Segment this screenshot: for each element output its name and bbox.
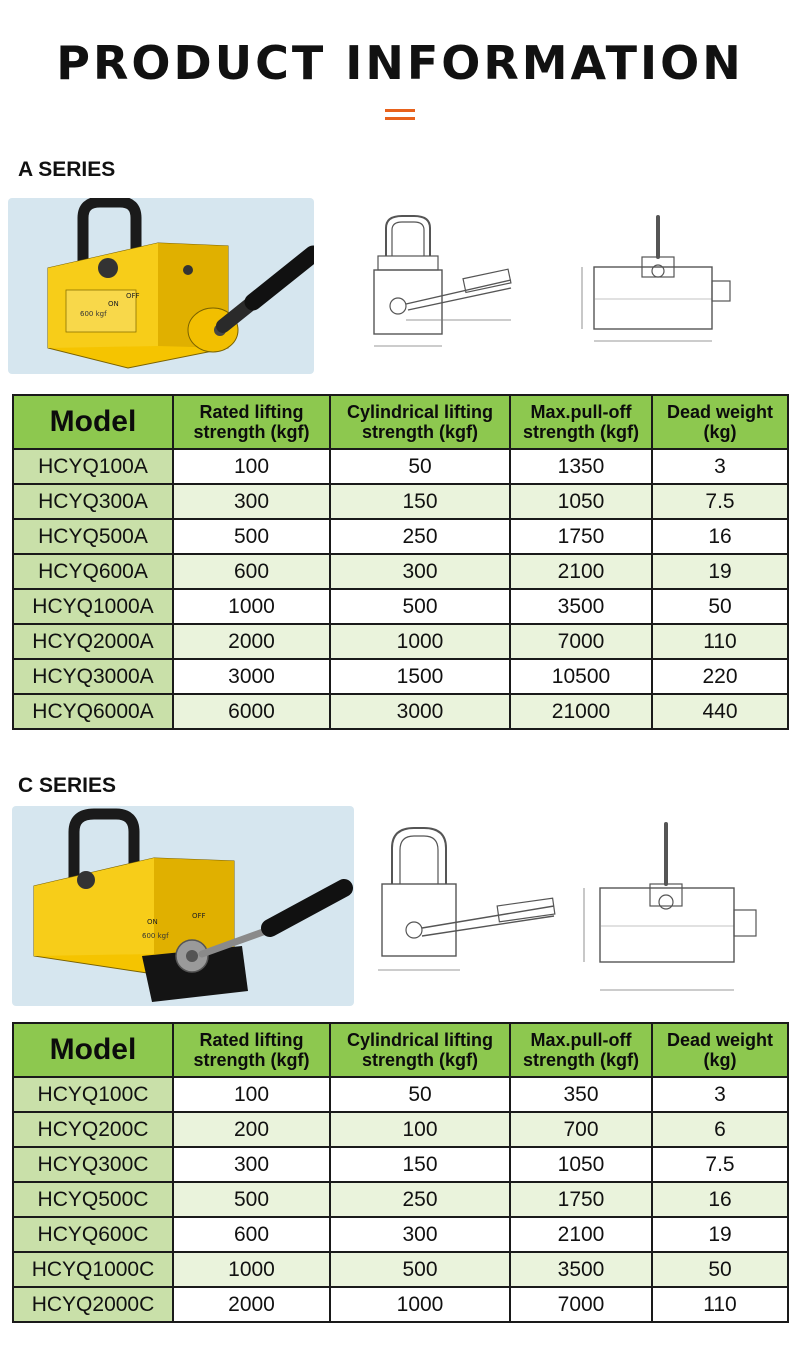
header-dead-weight: Dead weight (kg)	[652, 1023, 788, 1077]
header-rated-lifting: Rated lifting strength (kgf)	[173, 395, 330, 449]
cell-model: HCYQ100A	[13, 449, 173, 484]
cell-model: HCYQ1000A	[13, 589, 173, 624]
cell-pulloff: 3500	[510, 589, 652, 624]
series-c-side-drawing	[572, 822, 772, 1002]
cell-rated: 600	[173, 554, 330, 589]
series-a-spec-table	[12, 394, 789, 730]
series-c-title: C SERIES	[18, 774, 117, 797]
cell-cylindrical: 250	[330, 1182, 510, 1217]
table-row	[13, 1217, 788, 1252]
cell-model: HCYQ500A	[13, 519, 173, 554]
cell-pulloff: 2100	[510, 1217, 652, 1252]
cell-pulloff: 350	[510, 1077, 652, 1112]
cell-cylindrical: 300	[330, 1217, 510, 1252]
cell-weight: 7.5	[652, 1147, 788, 1182]
cell-weight: 19	[652, 1217, 788, 1252]
table-row	[13, 624, 788, 659]
cell-cylindrical: 100	[330, 1112, 510, 1147]
table-row	[13, 1287, 788, 1322]
header-rated-lifting: Rated lifting strength (kgf)	[173, 1023, 330, 1077]
header-dead-weight: Dead weight (kg)	[652, 395, 788, 449]
cell-rated: 200	[173, 1112, 330, 1147]
table-row	[13, 694, 788, 729]
cell-model: HCYQ600A	[13, 554, 173, 589]
table-row	[13, 659, 788, 694]
cell-model: HCYQ600C	[13, 1217, 173, 1252]
header-max-pull-off: Max.pull-off strength (kgf)	[510, 395, 652, 449]
series-c-product-photo	[12, 806, 354, 1006]
cell-rated: 3000	[173, 659, 330, 694]
header-cylindrical-lifting: Cylindrical lifting strength (kgf)	[330, 395, 510, 449]
series-c-on-label: ON	[147, 918, 158, 926]
table-row	[13, 1147, 788, 1182]
table-row	[13, 1112, 788, 1147]
cell-weight: 3	[652, 1077, 788, 1112]
cell-model: HCYQ200C	[13, 1112, 173, 1147]
cell-rated: 1000	[173, 1252, 330, 1287]
header-model: Model	[13, 395, 173, 449]
cell-model: HCYQ100C	[13, 1077, 173, 1112]
cell-weight: 440	[652, 694, 788, 729]
cell-cylindrical: 1000	[330, 1287, 510, 1322]
cell-rated: 500	[173, 519, 330, 554]
series-c-off-label: OFF	[192, 912, 206, 920]
series-a-side-drawing	[570, 215, 760, 355]
cell-rated: 300	[173, 1147, 330, 1182]
cell-pulloff: 1050	[510, 484, 652, 519]
table-row	[13, 1182, 788, 1217]
cell-pulloff: 7000	[510, 624, 652, 659]
cell-cylindrical: 500	[330, 589, 510, 624]
cell-pulloff: 3500	[510, 1252, 652, 1287]
cell-rated: 6000	[173, 694, 330, 729]
table-row	[13, 589, 788, 624]
cell-pulloff: 1050	[510, 1147, 652, 1182]
cell-cylindrical: 250	[330, 519, 510, 554]
cell-model: HCYQ1000C	[13, 1252, 173, 1287]
title-accent-line	[385, 109, 415, 112]
series-a-photo-label: 600 kgf	[80, 310, 107, 318]
table-row	[13, 554, 788, 589]
cell-pulloff: 1750	[510, 1182, 652, 1217]
cell-rated: 500	[173, 1182, 330, 1217]
cell-weight: 110	[652, 1287, 788, 1322]
table-row	[13, 1077, 788, 1112]
cell-pulloff: 2100	[510, 554, 652, 589]
cell-pulloff: 21000	[510, 694, 652, 729]
cell-rated: 100	[173, 1077, 330, 1112]
header-max-pull-off: Max.pull-off strength (kgf)	[510, 1023, 652, 1077]
cell-rated: 2000	[173, 1287, 330, 1322]
series-c-front-drawing	[368, 818, 568, 978]
cell-cylindrical: 3000	[330, 694, 510, 729]
series-c-photo-label: 600 kgf	[142, 932, 169, 940]
cell-pulloff: 7000	[510, 1287, 652, 1322]
cell-weight: 7.5	[652, 484, 788, 519]
cell-pulloff: 1350	[510, 449, 652, 484]
cell-model: HCYQ300A	[13, 484, 173, 519]
cell-rated: 1000	[173, 589, 330, 624]
cell-weight: 16	[652, 1182, 788, 1217]
series-a-off-label: OFF	[126, 292, 140, 300]
series-a-on-label: ON	[108, 300, 119, 308]
cell-model: HCYQ2000C	[13, 1287, 173, 1322]
title-accent-line	[385, 117, 415, 120]
cell-weight: 16	[652, 519, 788, 554]
cell-cylindrical: 1000	[330, 624, 510, 659]
cell-weight: 50	[652, 589, 788, 624]
cell-cylindrical: 150	[330, 1147, 510, 1182]
cell-cylindrical: 50	[330, 1077, 510, 1112]
cell-weight: 3	[652, 449, 788, 484]
cell-model: HCYQ3000A	[13, 659, 173, 694]
cell-cylindrical: 150	[330, 484, 510, 519]
cell-pulloff: 10500	[510, 659, 652, 694]
cell-model: HCYQ6000A	[13, 694, 173, 729]
cell-pulloff: 1750	[510, 519, 652, 554]
table-row	[13, 1252, 788, 1287]
cell-weight: 50	[652, 1252, 788, 1287]
cell-weight: 110	[652, 624, 788, 659]
table-row	[13, 449, 788, 484]
cell-rated: 100	[173, 449, 330, 484]
cell-cylindrical: 500	[330, 1252, 510, 1287]
cell-pulloff: 700	[510, 1112, 652, 1147]
cell-weight: 6	[652, 1112, 788, 1147]
series-a-front-drawing	[346, 208, 536, 358]
cell-model: HCYQ500C	[13, 1182, 173, 1217]
header-model: Model	[13, 1023, 173, 1077]
cell-model: HCYQ300C	[13, 1147, 173, 1182]
cell-rated: 600	[173, 1217, 330, 1252]
cell-rated: 300	[173, 484, 330, 519]
header-cylindrical-lifting: Cylindrical lifting strength (kgf)	[330, 1023, 510, 1077]
series-a-product-photo	[8, 198, 314, 374]
cell-weight: 220	[652, 659, 788, 694]
table-row	[13, 519, 788, 554]
table-row	[13, 484, 788, 519]
cell-rated: 2000	[173, 624, 330, 659]
cell-weight: 19	[652, 554, 788, 589]
page-title: PRODUCT INFORMATION	[56, 36, 744, 90]
series-a-title: A SERIES	[18, 158, 116, 181]
cell-cylindrical: 50	[330, 449, 510, 484]
series-c-spec-table	[12, 1022, 789, 1323]
cell-cylindrical: 1500	[330, 659, 510, 694]
cell-cylindrical: 300	[330, 554, 510, 589]
cell-model: HCYQ2000A	[13, 624, 173, 659]
